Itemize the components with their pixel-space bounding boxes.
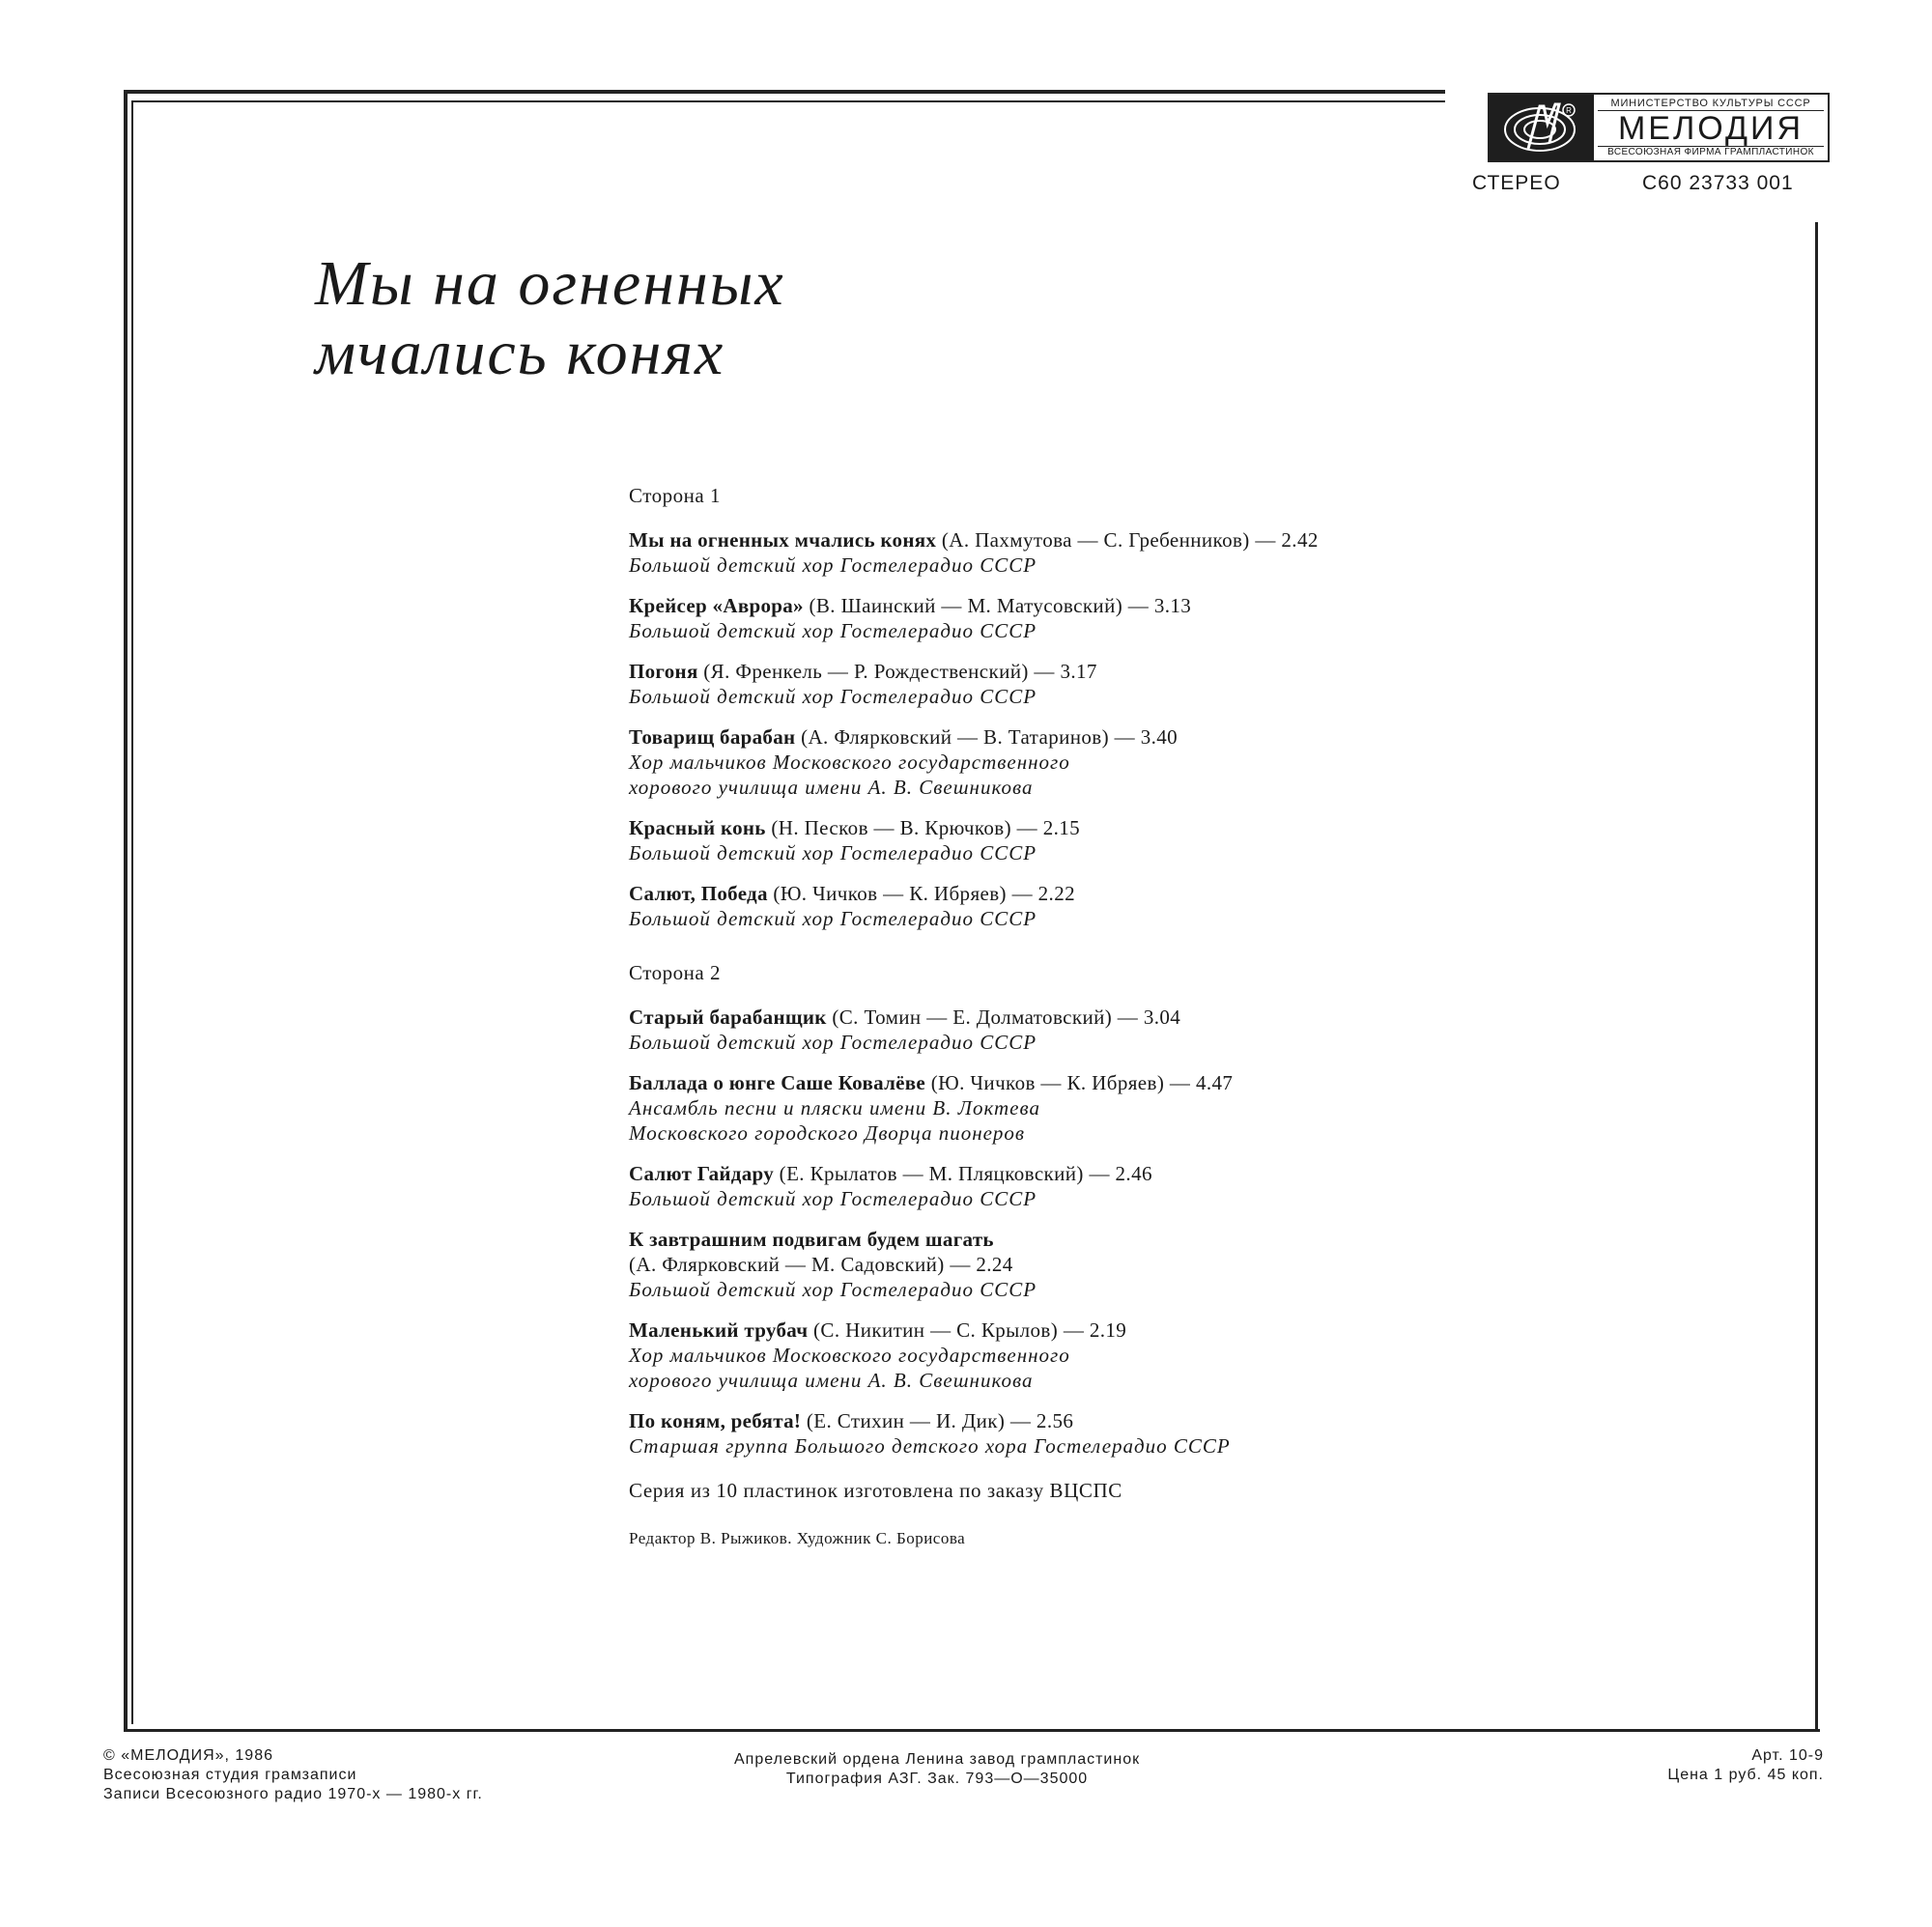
frame-top-inner-line <box>131 100 1445 102</box>
track-line <box>629 1070 1769 1095</box>
track-title: Маленький трубач <box>629 1318 809 1342</box>
track-title: Красный конь <box>629 816 766 839</box>
track-line <box>629 724 1769 750</box>
logo-company-text: ВСЕСОЮЗНАЯ ФИРМА ГРАМПЛАСТИНОК <box>1598 146 1824 158</box>
track-authors: (В. Шаинский — М. Матусовский) <box>809 594 1123 617</box>
track-entry <box>629 1408 1769 1459</box>
track-performer: Большой детский хор Гостелерадио СССР <box>629 907 1037 930</box>
credits: Редактор В. Рыжиков. Художник С. Борисова <box>629 1529 966 1547</box>
series-note: Серия из 10 пластинок изготовлена по заказу ВЦСПС <box>629 1479 1122 1502</box>
melodiya-logo <box>1488 93 1830 162</box>
track-entry <box>629 659 1769 709</box>
track-line <box>629 1005 1769 1030</box>
track-duration: — 3.13 <box>1127 594 1192 617</box>
track-performer: Большой детский хор Гостелерадио СССР <box>629 841 1037 864</box>
track-performer: Старшая группа Большого детского хора Гостелерадио СССР <box>629 1434 1231 1458</box>
footer-line: Всесоюзная студия грамзаписи <box>103 1767 357 1783</box>
track-line <box>629 1408 1769 1433</box>
tracklist <box>629 483 1769 1551</box>
track-duration: — 2.15 <box>1016 816 1081 839</box>
footer-line: Арт. 10-9 <box>1751 1747 1824 1764</box>
album-title-line-1: Мы на огненных <box>315 248 785 319</box>
track-line <box>629 1227 1769 1277</box>
track-title: Салют Гайдару <box>629 1162 775 1185</box>
track-performer: Хор мальчиков Московского государственного хорового училища имени А. В. Свешникова <box>629 1344 1070 1392</box>
track-performer: Большой детский хор Гостелерадио СССР <box>629 685 1037 708</box>
track-authors: (А. Пахмутова — С. Гребенников) <box>941 528 1250 552</box>
track-duration: — 4.47 <box>1169 1071 1234 1094</box>
track-duration: — 2.19 <box>1063 1318 1127 1342</box>
footer-line: © «МЕЛОДИЯ», 1986 <box>103 1747 273 1764</box>
track-authors: (А. Флярковский — В. Татаринов) <box>801 725 1109 749</box>
side-2-track-list <box>629 1005 1769 1459</box>
frame-bottom-line <box>124 1729 1820 1732</box>
track-authors: (Ю. Чичков — К. Ибряев) <box>930 1071 1165 1094</box>
logo-brand-name: МЕЛОДИЯ <box>1617 109 1804 147</box>
track-duration: — 3.17 <box>1034 660 1097 683</box>
track-performer: Хор мальчиков Московского государственного хорового училища имени А. В. Свешникова <box>629 751 1070 799</box>
frame-top-outer-line <box>124 90 1445 94</box>
track-duration: — 3.04 <box>1117 1006 1181 1029</box>
track-entry <box>629 593 1769 643</box>
footer-line: Апрелевский ордена Ленина завод грампластинок <box>734 1751 1141 1768</box>
track-entry <box>629 1070 1769 1146</box>
track-authors: (А. Флярковский — М. Садовский) <box>629 1253 945 1276</box>
track-duration: — 2.22 <box>1011 882 1076 905</box>
track-entry <box>629 527 1769 578</box>
format-label: СТЕРЕО <box>1472 172 1561 194</box>
svg-text:R: R <box>1566 106 1572 115</box>
melodiya-emblem-icon <box>1490 95 1594 160</box>
track-performer: Ансамбль песни и пляски имени В. Локтева Московского городского Дворца пионеров <box>629 1096 1040 1145</box>
track-performer: Большой детский хор Гостелерадио СССР <box>629 619 1037 642</box>
track-entry <box>629 815 1769 865</box>
catalog-number: С60 23733 001 <box>1642 172 1794 194</box>
track-line <box>629 593 1769 618</box>
track-performer: Большой детский хор Гостелерадио СССР <box>629 1278 1037 1301</box>
track-entry <box>629 1005 1769 1055</box>
track-title: По коням, ребята! <box>629 1409 802 1432</box>
side-2-heading: Сторона 2 <box>629 961 721 984</box>
side-1-heading: Сторона 1 <box>629 484 721 507</box>
footer-line: Типография АЗГ. Зак. 793—О—35000 <box>785 1771 1089 1787</box>
logo-text-block <box>1594 95 1828 160</box>
track-performer: Большой детский хор Гостелерадио СССР <box>629 1187 1037 1210</box>
track-duration: — 2.42 <box>1255 528 1319 552</box>
track-duration: — 2.24 <box>950 1253 1013 1276</box>
track-entry <box>629 1161 1769 1211</box>
track-authors: (Я. Френкель — Р. Рождественский) <box>703 660 1029 683</box>
album-title <box>315 249 785 388</box>
track-title: Товарищ барабан <box>629 725 796 749</box>
footer-copyright <box>103 1746 483 1804</box>
track-authors: (Е. Крылатов — М. Пляцковский) <box>779 1162 1084 1185</box>
track-entry <box>629 1318 1769 1393</box>
track-performer: Большой детский хор Гостелерадио СССР <box>629 553 1037 577</box>
track-title: Крейсер «Аврора» <box>629 594 804 617</box>
track-entry <box>629 724 1769 800</box>
track-authors: (Е. Стихин — И. Дик) <box>806 1409 1006 1432</box>
track-duration: — 2.46 <box>1089 1162 1152 1185</box>
track-authors: (Н. Песков — В. Крючков) <box>771 816 1012 839</box>
track-entry <box>629 1227 1769 1302</box>
footer-manufacturer <box>734 1750 1140 1789</box>
footer-line: Записи Всесоюзного радио 1970-х — 1980-х гг. <box>103 1786 483 1802</box>
track-title: Баллада о юнге Саше Ковалёве <box>629 1071 926 1094</box>
track-entry <box>629 881 1769 931</box>
track-authors: (С. Томин — Е. Долматовский) <box>832 1006 1113 1029</box>
footer-line: Цена 1 руб. 45 коп. <box>1667 1767 1824 1783</box>
footer-price <box>1667 1746 1824 1785</box>
track-line <box>629 1318 1769 1343</box>
track-line <box>629 659 1769 684</box>
track-authors: (Ю. Чичков — К. Ибряев) <box>773 882 1007 905</box>
track-duration: — 2.56 <box>1009 1409 1074 1432</box>
track-duration: — 3.40 <box>1114 725 1179 749</box>
track-line <box>629 1161 1769 1186</box>
frame-right-line <box>1815 222 1818 1732</box>
track-line <box>629 527 1769 553</box>
track-title: К завтрашним подвигам будем шагать <box>629 1228 994 1251</box>
frame-left-outer-line <box>124 90 128 1732</box>
track-authors: (С. Никитин — С. Крылов) <box>813 1318 1059 1342</box>
album-title-line-2: мчались конях <box>315 318 725 388</box>
frame-left-inner-line <box>131 100 133 1724</box>
track-line <box>629 815 1769 840</box>
track-title: Мы на огненных мчались конях <box>629 528 937 552</box>
track-title: Старый барабанщик <box>629 1006 827 1029</box>
track-title: Салют, Победа <box>629 882 768 905</box>
track-line <box>629 881 1769 906</box>
logo-ministry-text: МИНИСТЕРСТВО КУЛЬТУРЫ СССР <box>1598 98 1824 111</box>
track-title: Погоня <box>629 660 698 683</box>
track-performer: Большой детский хор Гостелерадио СССР <box>629 1031 1037 1054</box>
side-1-track-list <box>629 527 1769 931</box>
